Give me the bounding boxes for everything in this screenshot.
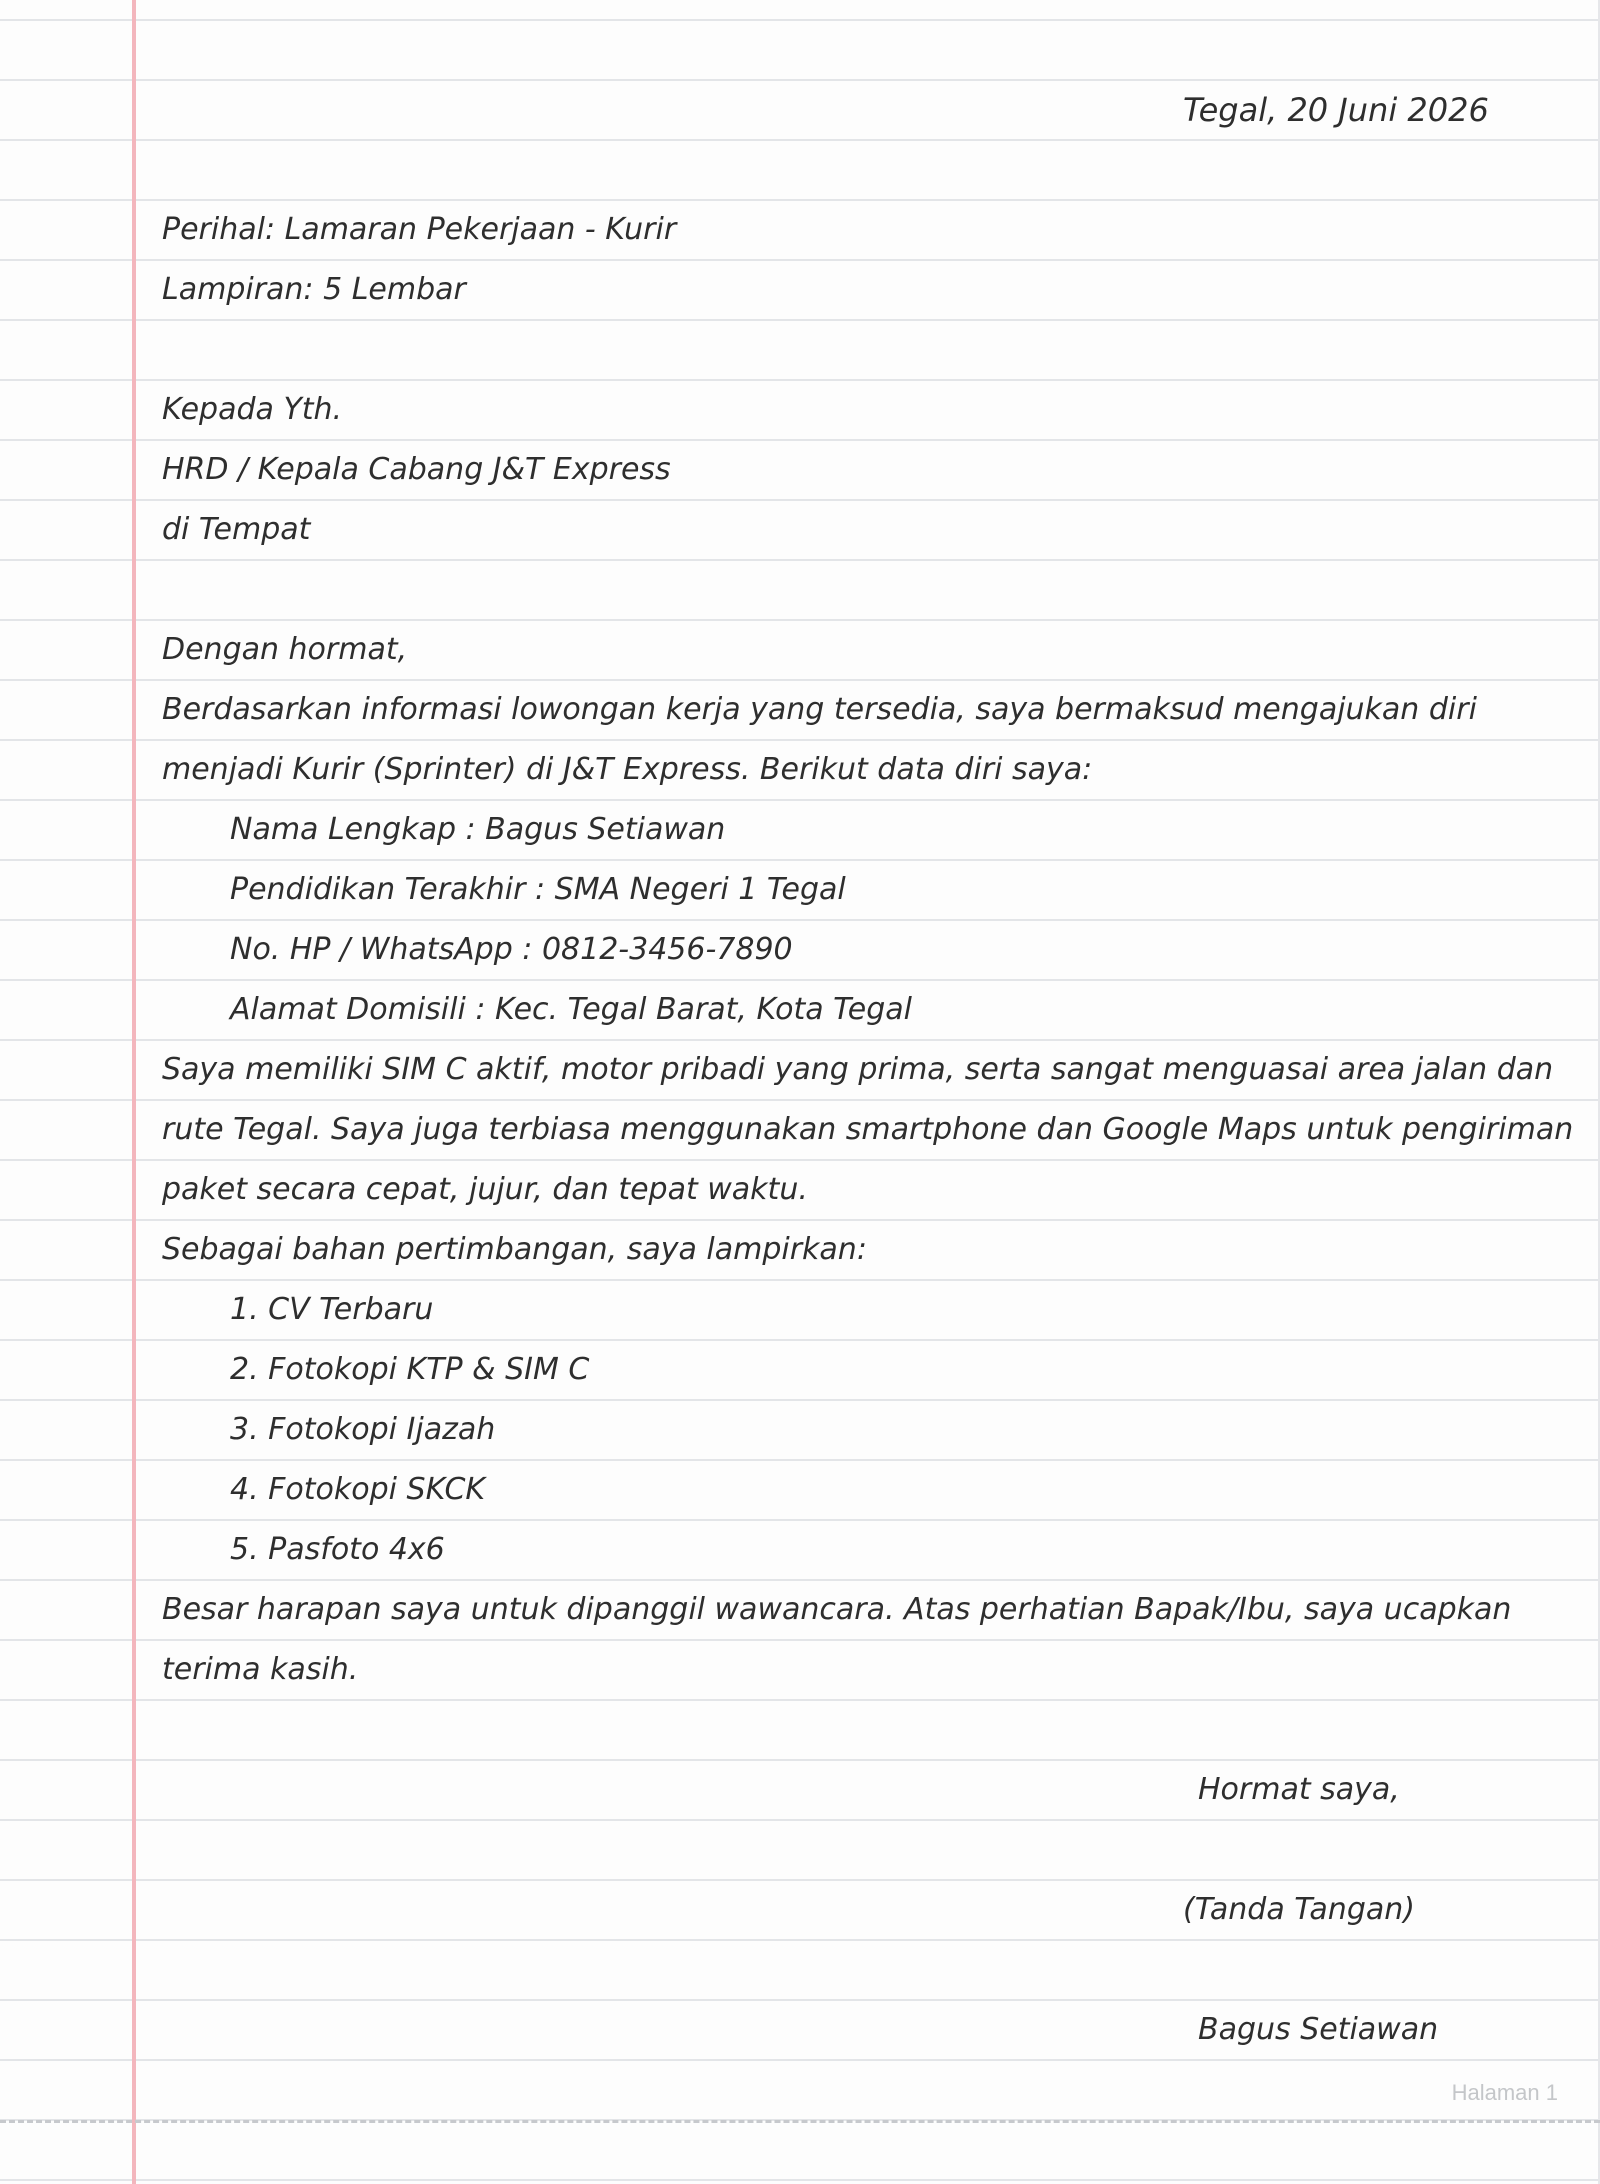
qualification-line: paket secara cepat, jujur, dan tepat waktu. [162, 1172, 808, 1207]
recipient-line: Kepada Yth. [162, 392, 343, 427]
closing-line: Besar harapan saya untuk dipanggil wawancara. Atas perhatian Bapak/Ibu, saya ucapkan [162, 1592, 1512, 1627]
qualification-line: rute Tegal. Saya juga terbiasa menggunakan smartphone dan Google Maps untuk pengiriman [162, 1112, 1574, 1147]
closing-line: terima kasih. [162, 1652, 359, 1687]
signature-placeholder: (Tanda Tangan) [1183, 1892, 1415, 1927]
personal-data-line: Nama Lengkap : Bagus Setiawan [230, 812, 726, 847]
attachment-item: 3. Fotokopi Ijazah [230, 1412, 496, 1447]
attachments-intro: Sebagai bahan pertimbangan, saya lampirkan: [162, 1232, 867, 1267]
personal-data-line: Alamat Domisili : Kec. Tegal Barat, Kota Tegal [230, 992, 912, 1027]
personal-data-line: Pendidikan Terakhir : SMA Negeri 1 Tegal [230, 872, 846, 907]
intro-line: Berdasarkan informasi lowongan kerja yang tersedia, saya bermaksud mengajukan diri [162, 692, 1477, 727]
page-number: Halaman 1 [1451, 2080, 1558, 2105]
letter-subject: Perihal: Lamaran Pekerjaan - Kurir [162, 212, 677, 247]
intro-line: menjadi Kurir (Sprinter) di J&T Express. Berikut data diri saya: [162, 752, 1093, 787]
attachment-item: 2. Fotokopi KTP & SIM C [230, 1352, 590, 1387]
greeting: Dengan hormat, [162, 632, 408, 667]
attachment-item: 5. Pasfoto 4x6 [230, 1532, 445, 1567]
recipient-line: HRD / Kepala Cabang J&T Express [162, 452, 671, 487]
qualification-line: Saya memiliki SIM C aktif, motor pribadi yang prima, serta sangat menguasai area jalan dan [162, 1052, 1554, 1087]
attachment-item: 4. Fotokopi SKCK [230, 1472, 486, 1507]
recipient-line: di Tempat [162, 512, 311, 547]
page-break-line [0, 2120, 1600, 2123]
attachment-item: 1. CV Terbaru [230, 1292, 434, 1327]
letter-attachment-count: Lampiran: 5 Lembar [162, 272, 466, 307]
sign-off: Hormat saya, [1198, 1772, 1400, 1807]
letter-date: Tegal, 20 Juni 2026 [1183, 91, 1489, 129]
margin-line [132, 0, 136, 2184]
sender-name: Bagus Setiawan [1198, 2012, 1439, 2047]
personal-data-line: No. HP / WhatsApp : 0812-3456-7890 [230, 932, 793, 967]
